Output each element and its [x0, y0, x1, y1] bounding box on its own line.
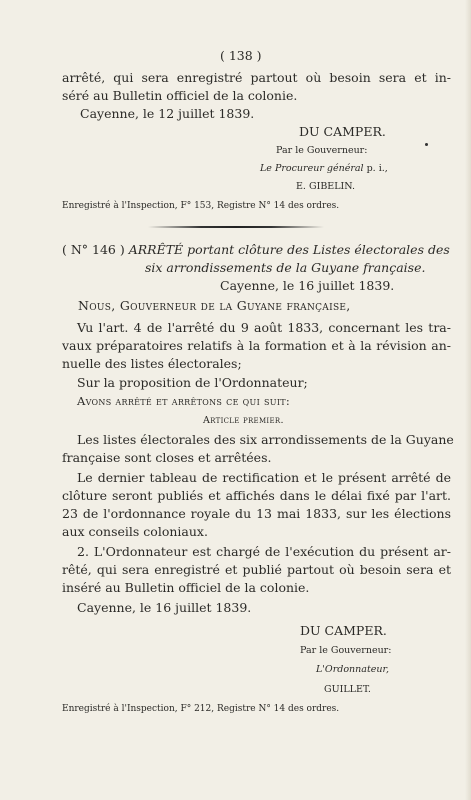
- ink-speck: [425, 143, 428, 146]
- top-role-suffix: p. i.,: [363, 163, 388, 174]
- top-text-line: séré au Bulletin officiel de la colonie.: [62, 88, 298, 103]
- decree-par-gouverneur: Par le Gouverneur:: [300, 645, 392, 656]
- decree-number: ( N° 146 ): [62, 242, 125, 257]
- vu-line: nuelle des listes électorales;: [62, 356, 242, 371]
- top-role-line: [260, 163, 388, 174]
- article-heading: Article premier.: [203, 415, 284, 426]
- closing-date: Cayenne, le 16 juillet 1839.: [77, 600, 252, 615]
- page-edge-shadow: [465, 0, 471, 800]
- decree-role: L'Ordonnateur,: [316, 664, 390, 675]
- top-registration: Enregistré à l'Inspection, F° 153, Registre N° 14 des ordres.: [62, 201, 340, 211]
- paragraph-line: française sont closes et arrêtées.: [62, 450, 272, 465]
- decree-title-line2: six arrondissements de la Guyane française.: [145, 260, 426, 275]
- top-par-gouverneur: Par le Gouverneur:: [276, 145, 368, 156]
- vu-line: vaux préparatoires relatifs à la formation et à la révision an-: [62, 338, 451, 353]
- paragraph-line: Le dernier tableau de rectification et le présent arrêté de: [77, 470, 451, 485]
- paragraph-line: inséré au Bulletin officiel de la colonie.: [62, 580, 310, 595]
- decree-signatory: DU CAMPER.: [300, 623, 387, 638]
- decree-registration: Enregistré à l'Inspection, F° 212, Registre N° 14 des ordres.: [62, 704, 340, 714]
- paragraph-line: 23 de l'ordonnance royale du 13 mai 1833, sur les élections: [62, 506, 451, 521]
- section-divider: [148, 226, 324, 228]
- page-number: ( 138 ): [220, 48, 262, 63]
- decree-name: GUILLET.: [324, 684, 371, 695]
- paragraph-line: aux conseils coloniaux.: [62, 524, 208, 539]
- top-role: Le Procureur général: [260, 163, 364, 174]
- paragraph-line: clôture seront publiés et affichés dans le délai fixé par l'art.: [62, 488, 451, 503]
- top-date: Cayenne, le 12 juillet 1839.: [80, 106, 255, 121]
- paragraph-line: 2. L'Ordonnateur est chargé de l'exécution du présent ar-: [77, 544, 451, 559]
- top-signatory: DU CAMPER.: [299, 124, 386, 139]
- top-text-line: arrêté, qui sera enregistré partout où besoin sera et in-: [62, 70, 451, 85]
- avons-line: Avons arrêté et arrêtons ce qui suit:: [77, 394, 291, 408]
- decree-heading: [62, 242, 454, 257]
- sur-line: Sur la proposition de l'Ordonnateur;: [77, 375, 308, 390]
- top-name: E. GIBELIN.: [296, 181, 356, 192]
- decree-title-line1: ARRÊTÉ portant clôture des Listes électorales des: [128, 242, 450, 257]
- paragraph-line: Les listes électorales des six arrondissements de la Guyane: [77, 432, 454, 447]
- nous-line: Nous, Gouverneur de la Guyane française,: [78, 298, 351, 313]
- decree-date: Cayenne, le 16 juillet 1839.: [220, 278, 395, 293]
- vu-line: Vu l'art. 4 de l'arrêté du 9 août 1833, concernant les tra-: [77, 320, 451, 335]
- paragraph-line: rêté, qui sera enregistré et publié partout où besoin sera et: [62, 562, 451, 577]
